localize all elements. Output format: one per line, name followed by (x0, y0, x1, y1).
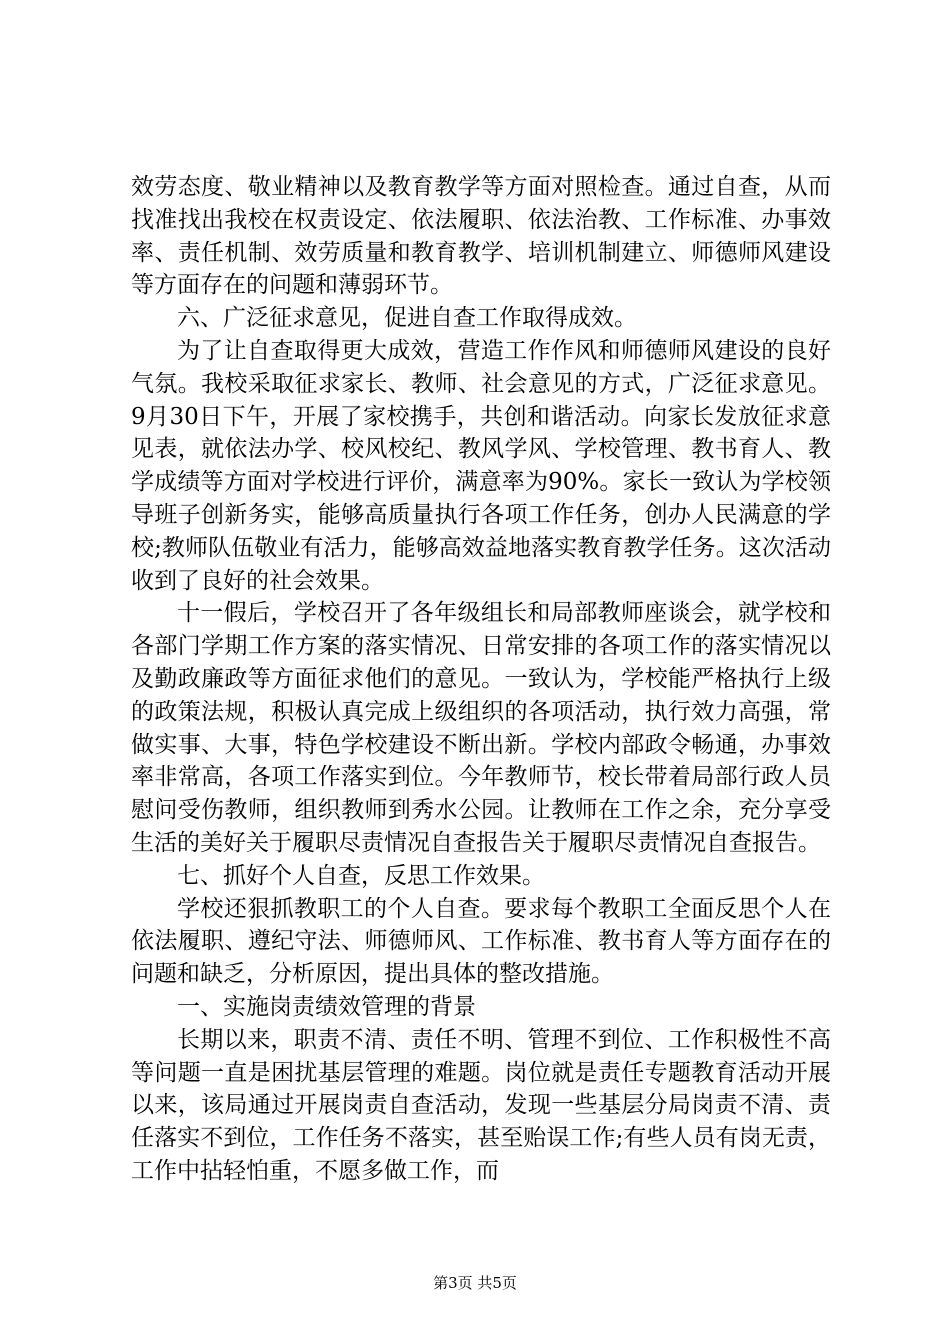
section-heading-6: 六、广泛征求意见，促进自查工作取得成效。 (177, 305, 637, 332)
paragraph-1: 效劳态度、敬业精神以及教育教学等方面对照检查。通过自查，从而找准找出我校在权责设定、依法履职、依法治教、工作标准、办事效率、责任机制、效劳质量和教育教学、培训机制建立、师德师风建设等方面存在的问题和薄弱环节。 (131, 174, 831, 299)
paragraph-8: 长期以来，职责不清、责任不明、管理不到位、工作积极性不高等问题一直是困扰基层管理的难题。岗位就是责任专题教育活动开展以来，该局通过开展岗责自查活动，发现一些基层分局岗责不清、责任落实不到位，工作任务不落实，甚至贻误工作;有些人员有岗无责，工作中拈轻怕重，不愿多做工作，而 (131, 1026, 831, 1184)
section-heading-7: 七、抓好个人自查，反思工作效果。 (177, 862, 545, 889)
page-footer: 第3页 共5页 (433, 1274, 517, 1292)
paragraph-4: 十一假后，学校召开了各年级组长和局部教师座谈会，就学校和各部门学期工作方案的落实情况、日常安排的各项工作的落实情况以及勤政廉政等方面征求他们的意见。一致认为，学校能严格执行上级的政策法规，积极认真完成上级组织的各项活动，执行效力高强，常做实事、大事，特色学校建设不断出新。学校内部政令畅通，办事效率非常高，各项工作落实到位。今年教师节，校长带着局部行政人员慰问受伤教师，组织教师到秀水公园。让教师在工作之余，充分享受生活的美好关于履职尽责情况自查报告关于履职尽责情况自查报告。 (131, 600, 831, 856)
body-text (131, 171, 831, 1188)
section-heading-1: 一、实施岗责绩效管理的背景 (177, 993, 476, 1020)
paragraph-6: 学校还狠抓教职工的个人自查。要求每个教职工全面反思个人在依法履职、遵纪守法、师德师风、工作标准、教书育人等方面存在的问题和缺乏，分析原因，提出具体的整改措施。 (131, 895, 831, 988)
paragraph-3: 为了让自查取得更大成效，营造工作作风和师德师风建设的良好气氛。我校采取征求家长、教师、社会意见的方式，广泛征求意见。9月30日下午，开展了家校携手，共创和谐活动。向家长发放征求意见表，就依法办学、校风校纪、教风学风、学校管理、教书育人、教学成绩等方面对学校进行评价，满意率为90%。家长一致认为学校领导班子创新务实，能够高质量执行各项工作任务，创办人民满意的学校;教师队伍敬业有活力，能够高效益地落实教育教学任务。这次活动收到了良好的社会效果。 (131, 337, 831, 594)
